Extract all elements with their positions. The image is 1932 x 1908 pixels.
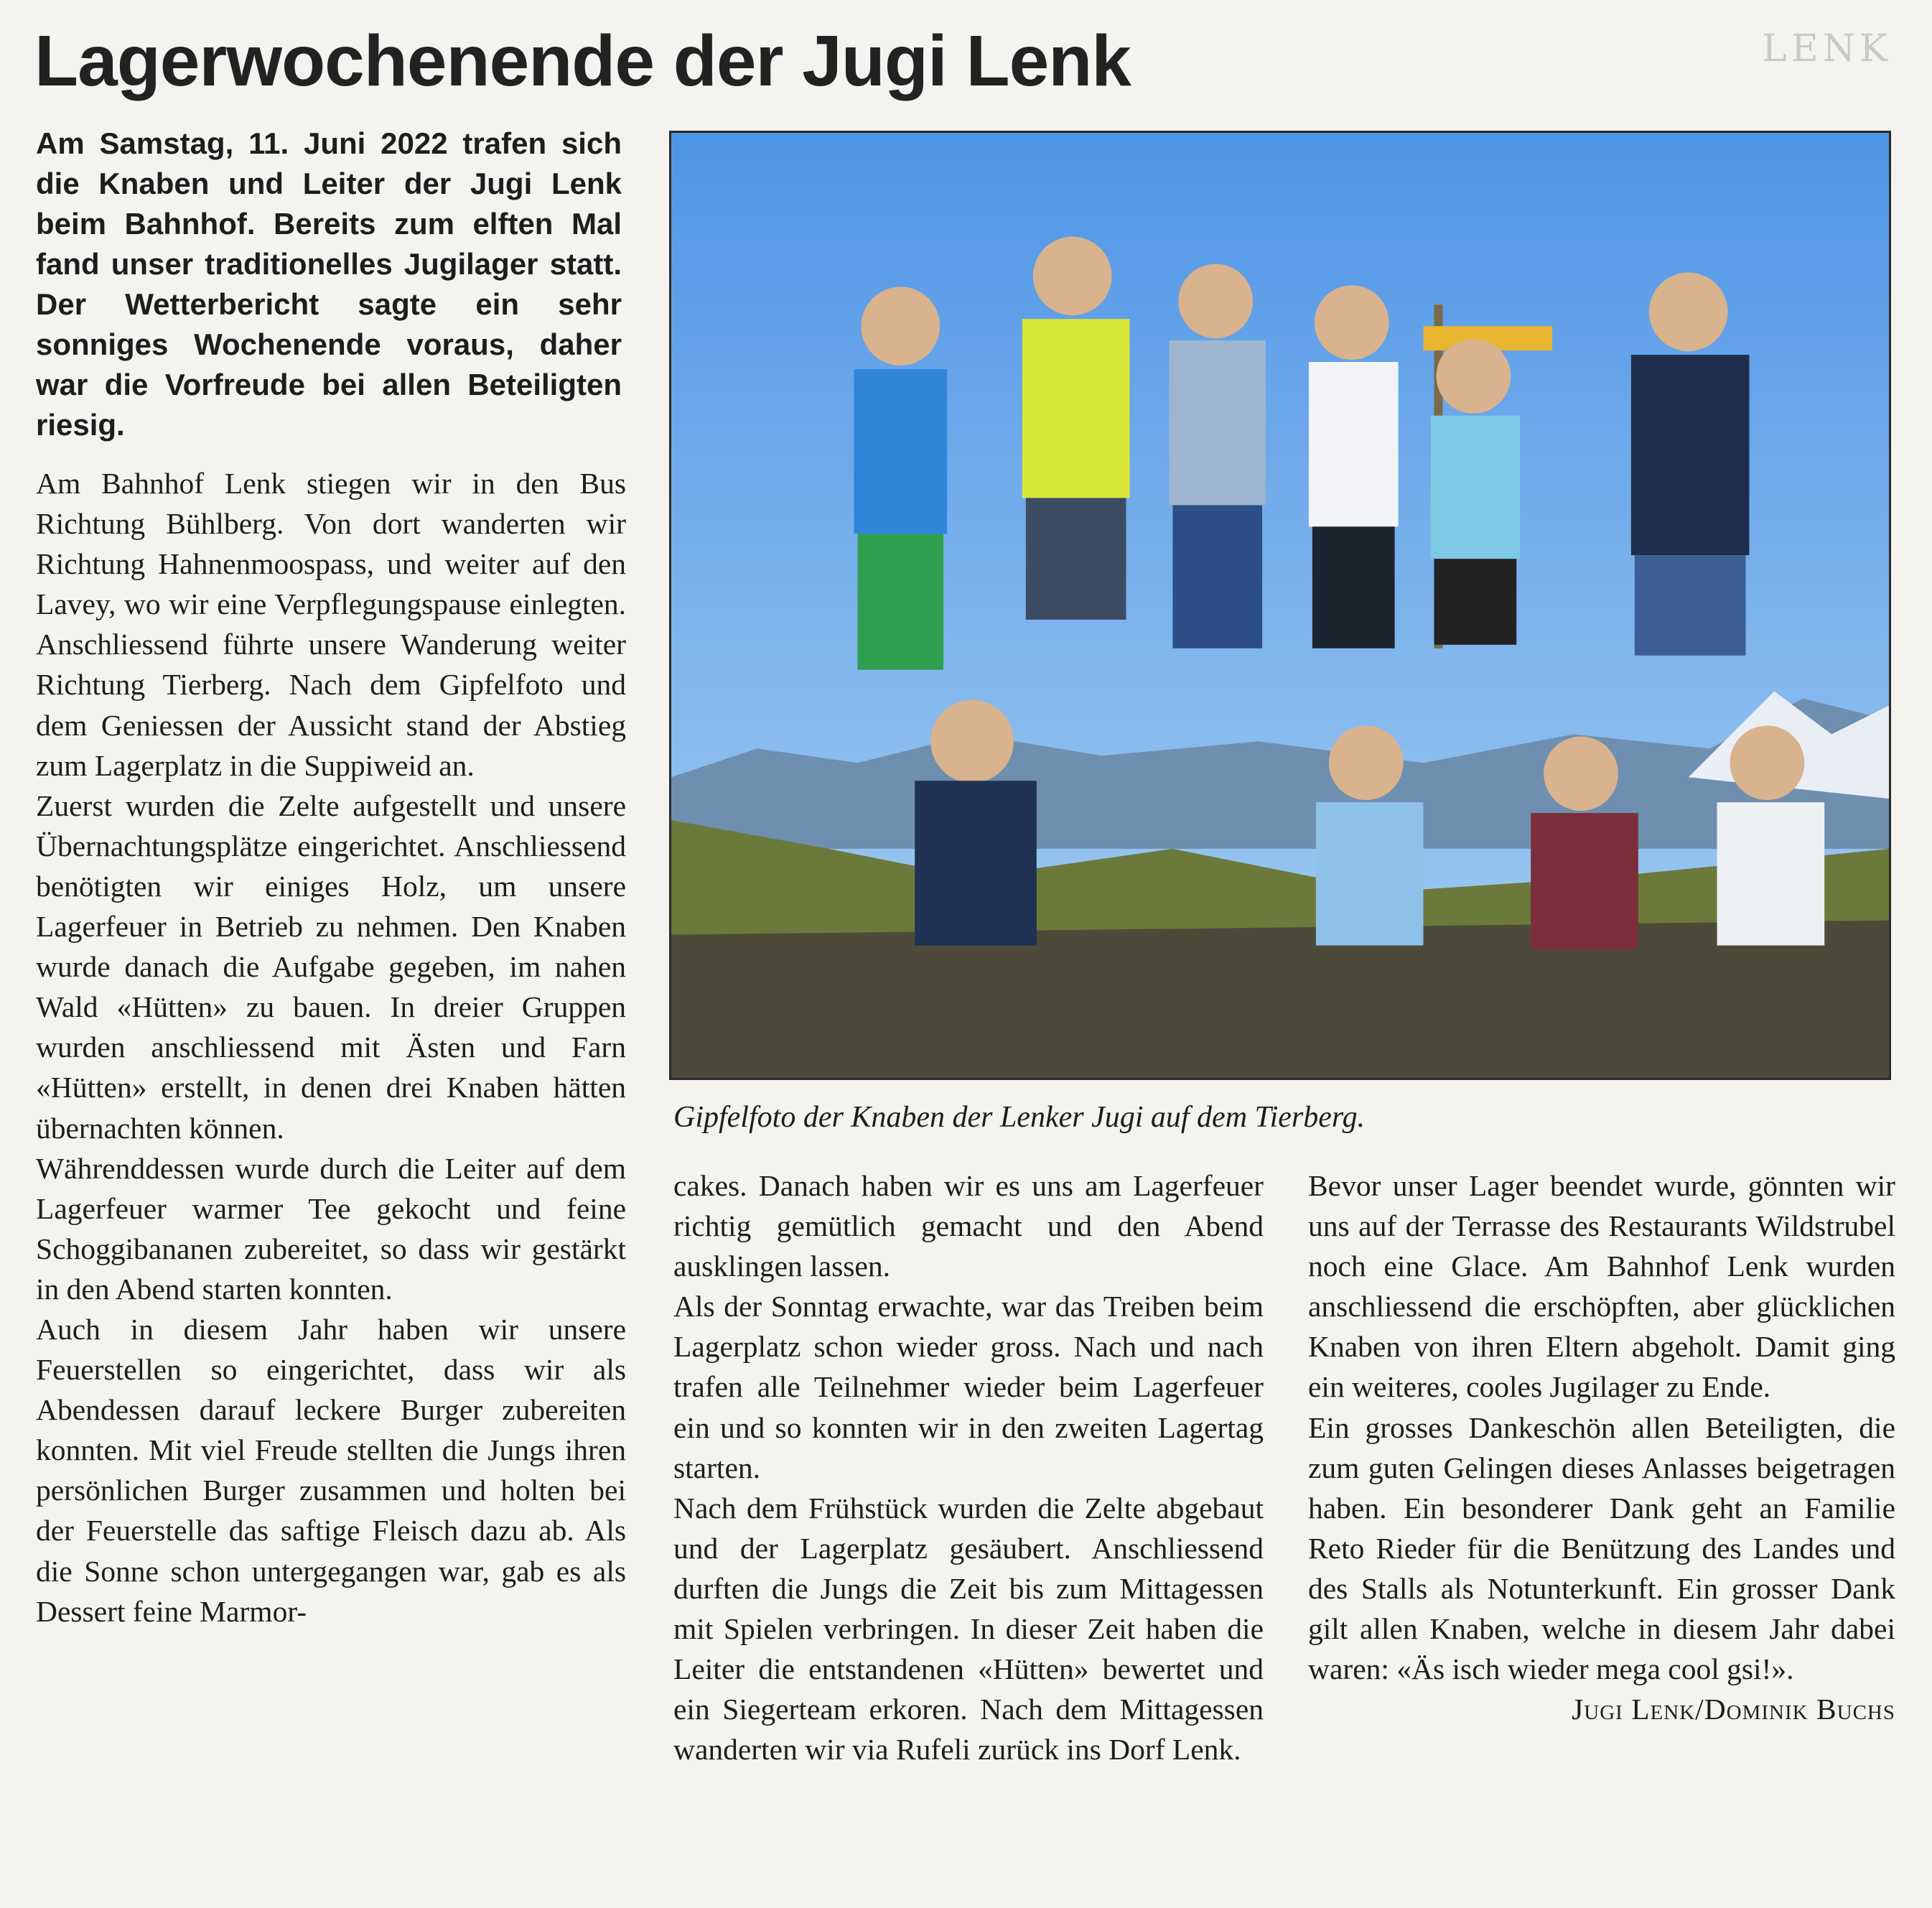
masthead-faded: LENK xyxy=(1762,27,1892,70)
article-column-1 xyxy=(36,463,626,1632)
paragraph: Währenddessen wurde durch die Leiter auf dem Lagerfeuer warmer Tee gekocht und feine Schoggibananen zubereitet, so dass wir gestärkt in den Abend starten konnten. xyxy=(36,1151,626,1306)
photo-caption: Gipfelfoto der Knaben der Lenker Jugi auf dem Tierberg. xyxy=(673,1101,1366,1134)
article-column-3 xyxy=(1308,1165,1895,1729)
article-column-2 xyxy=(673,1165,1264,1769)
author-credit: Jugi Lenk/Dominik Buchs xyxy=(1572,1693,1895,1726)
summit-group-photo xyxy=(669,131,1891,1080)
paragraph: cakes. Danach haben wir es uns am Lagerfeuer richtig gemütlich gemacht und den Abend ausklingen lassen. xyxy=(673,1169,1264,1283)
paragraph: Am Bahnhof Lenk stiegen wir in den Bus Richtung Bühlberg. Von dort wanderten wir Richtung Hahnenmoospass, und weiter auf den Lavey, wo wir eine Verpflegungspause einlegten. Anschliessend führte unsere Wanderung weiter Richtung Tierberg. Nach dem Gipfelfoto und dem Geniessen der Aussicht stand der Abstieg zum Lagerplatz in die Suppiweid an. xyxy=(36,467,626,782)
paragraph: Nach dem Frühstück wurden die Zelte abgebaut und der Lagerplatz gesäubert. Anschliessend durften die Jungs die Zeit bis zum Mittagessen mit Spielen verbringen. In dieser Zeit haben die Leiter die entstandenen «Hütten» bewertet und ein Siegerteam erkoren. Nach dem Mittagessen wanderten wir via Rufeli zurück ins Dorf Lenk. xyxy=(673,1491,1264,1767)
paragraph: Auch in diesem Jahr haben wir unsere Feuerstellen so eingerichtet, dass wir als Abendessen darauf leckere Burger zubereiten konnten. Mit viel Freude stellten die Jungs ihren persönlichen Burger zusammen und holten bei der Feuerstelle das saftige Fleisch dazu ab. Als die Sonne schon untergegangen war, gab es als Dessert feine Marmor- xyxy=(36,1312,626,1628)
article-lead: Am Samstag, 11. Juni 2022 trafen sich die Knaben und Leiter der Jugi Lenk beim Bahnhof. Bereits zum elften Mal fand unser traditionelles Jugilager statt. Der Wetterbericht sagte ein sehr sonniges Wochenende voraus, daher war die Vorfreude bei allen Beteiligten riesig. xyxy=(36,126,622,442)
paragraph: Bevor unser Lager beendet wurde, gönnten wir uns auf der Terrasse des Restaurants Wildstrubel noch eine Glace. Am Bahnhof Lenk wurden anschliessend die erschöpften, aber glücklichen Knaben von ihren Eltern abgeholt. Damit ging ein weiteres, cooles Jugilager zu Ende. xyxy=(1308,1169,1895,1404)
article-headline: Lagerwochenende der Jugi Lenk xyxy=(34,21,1131,101)
paragraph: Zuerst wurden die Zelte aufgestellt und unsere Übernachtungsplätze eingerichtet. Anschliessend benötigten wir einiges Holz, um unsere Lagerfeuer in Betrieb zu nehmen. Den Knaben wurde danach die Aufgabe gegeben, im nahen Wald «Hütten» zu bauen. In dreier Gruppen wurden anschliessend mit Ästen und Farn «Hütten» erstellt, in denen drei Knaben hätten übernachten können. xyxy=(36,788,626,1145)
paragraph: Ein grosses Dankeschön allen Beteiligten, die zum guten Gelingen dieses Anlasses beigetragen haben. Ein besonderer Dank geht an Familie Reto Rieder für die Benützung des Landes und des Stalls als Notunterkunft. Ein grosser Dank gilt allen Knaben, welche in diesem Jahr dabei waren: «Äs isch wieder mega cool gsi!». xyxy=(1308,1410,1895,1686)
photo-illustration xyxy=(671,133,1889,1078)
paragraph: Als der Sonntag erwachte, war das Treiben beim Lagerplatz schon wieder gross. Nach und nach trafen alle Teilnehmer wieder beim Lagerfeuer ein und so konnten wir in den zweiten Lagertag starten. xyxy=(673,1290,1264,1484)
